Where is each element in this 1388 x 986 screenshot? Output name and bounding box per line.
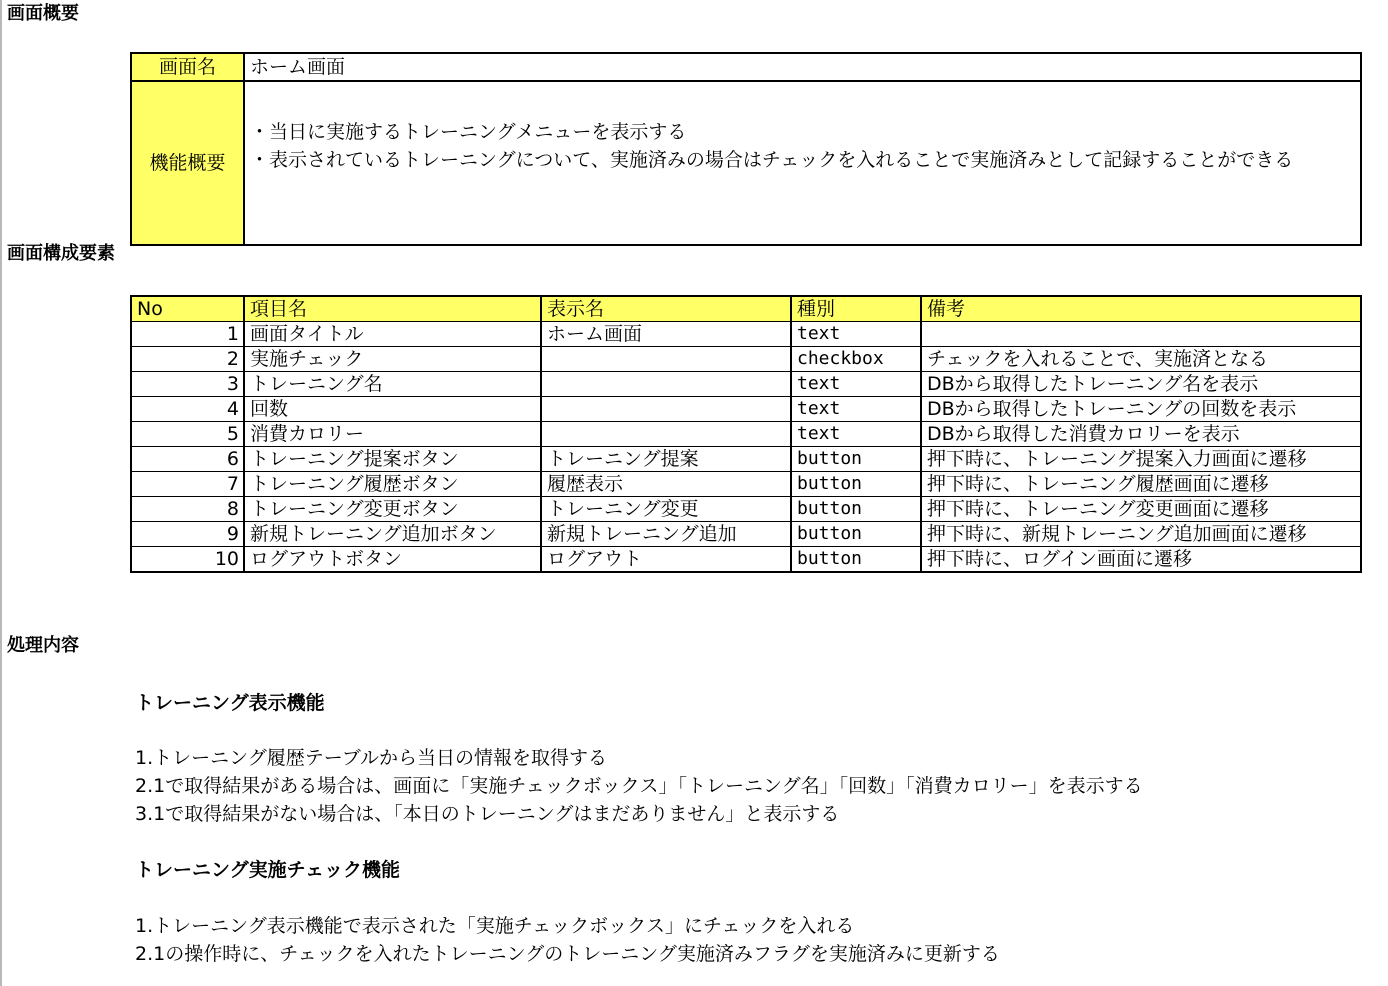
screen-name-value: ホーム画面 — [244, 53, 1361, 81]
type-cell: checkbox — [791, 347, 921, 372]
column-header-display-name: 表示名 — [541, 296, 791, 322]
display-function-title: トレーニング表示機能 — [135, 692, 325, 714]
type-cell: button — [791, 447, 921, 472]
display-name-cell — [541, 347, 791, 372]
item-name-cell: ログアウトボタン — [244, 547, 541, 573]
table-row — [131, 422, 1361, 447]
overview-row-function — [131, 81, 1361, 245]
type-cell: text — [791, 397, 921, 422]
item-name-cell: トレーニング変更ボタン — [244, 497, 541, 522]
type-cell: button — [791, 497, 921, 522]
display-name-cell: 新規トレーニング追加 — [541, 522, 791, 547]
item-name-cell: 回数 — [244, 397, 541, 422]
display-name-cell: トレーニング変更 — [541, 497, 791, 522]
remarks-cell: 押下時に、新規トレーニング追加画面に遷移 — [921, 522, 1361, 547]
item-name-cell: トレーニング履歴ボタン — [244, 472, 541, 497]
remarks-cell — [921, 322, 1361, 347]
display-step-3: 3.1で取得結果がない場合は、「本日のトレーニングはまだありません」と表示する — [135, 803, 840, 825]
display-name-cell: トレーニング提案 — [541, 447, 791, 472]
item-name-cell: トレーニング名 — [244, 372, 541, 397]
no-cell: 5 — [131, 422, 244, 447]
no-cell: 10 — [131, 547, 244, 573]
type-cell: text — [791, 322, 921, 347]
display-step-2: 2.1で取得結果がある場合は、画面に「実施チェックボックス」「トレーニング名」「回数」「消費カロリー」を表示する — [135, 775, 1143, 797]
display-name-cell: 履歴表示 — [541, 472, 791, 497]
type-cell: button — [791, 472, 921, 497]
column-header-item-name: 項目名 — [244, 296, 541, 322]
no-cell: 9 — [131, 522, 244, 547]
overview-table — [130, 52, 1362, 246]
table-row — [131, 522, 1361, 547]
function-summary-value — [244, 81, 1361, 245]
table-row — [131, 472, 1361, 497]
check-step-1: 1.トレーニング表示機能で表示された「実施チェックボックス」にチェックを入れる — [135, 915, 855, 937]
remarks-cell: 押下時に、トレーニング変更画面に遷移 — [921, 497, 1361, 522]
remarks-cell: 押下時に、ログイン画面に遷移 — [921, 547, 1361, 573]
table-row — [131, 397, 1361, 422]
table-row — [131, 347, 1361, 372]
item-name-cell: 消費カロリー — [244, 422, 541, 447]
overview-row-screen-name — [131, 53, 1361, 81]
sheet-left-border — [0, 0, 2, 986]
display-name-cell — [541, 372, 791, 397]
function-summary-line: ・当日に実施するトレーニングメニューを表示する — [250, 121, 687, 143]
table-row — [131, 547, 1361, 573]
remarks-cell: DBから取得したトレーニングの回数を表示 — [921, 397, 1361, 422]
check-step-2: 2.1の操作時に、チェックを入れたトレーニングのトレーニング実施済みフラグを実施済みに更新する — [135, 943, 1000, 965]
display-step-1: 1.トレーニング履歴テーブルから当日の情報を取得する — [135, 747, 608, 769]
function-summary-line: ・表示されているトレーニングについて、実施済みの場合はチェックを入れることで実施済みとして記録することができる — [250, 149, 1294, 171]
column-header-remarks: 備考 — [921, 296, 1361, 322]
type-cell: button — [791, 547, 921, 573]
table-row — [131, 447, 1361, 472]
remarks-cell: 押下時に、トレーニング提案入力画面に遷移 — [921, 447, 1361, 472]
no-cell: 2 — [131, 347, 244, 372]
table-row — [131, 322, 1361, 347]
no-cell: 3 — [131, 372, 244, 397]
table-header-row — [131, 296, 1361, 322]
column-header-no: No — [131, 296, 244, 322]
no-cell: 1 — [131, 322, 244, 347]
remarks-cell: チェックを入れることで、実施済となる — [921, 347, 1361, 372]
display-name-cell — [541, 397, 791, 422]
display-name-cell — [541, 422, 791, 447]
item-name-cell: 実施チェック — [244, 347, 541, 372]
type-cell: text — [791, 372, 921, 397]
remarks-cell: 押下時に、トレーニング履歴画面に遷移 — [921, 472, 1361, 497]
remarks-cell: DBから取得したトレーニング名を表示 — [921, 372, 1361, 397]
item-name-cell: 画面タイトル — [244, 322, 541, 347]
no-cell: 7 — [131, 472, 244, 497]
remarks-cell: DBから取得した消費カロリーを表示 — [921, 422, 1361, 447]
section-heading-elements: 画面構成要素 — [7, 243, 115, 264]
display-name-cell: ホーム画面 — [541, 322, 791, 347]
column-header-type: 種別 — [791, 296, 921, 322]
no-cell: 6 — [131, 447, 244, 472]
screen-elements-table — [130, 295, 1362, 573]
screen-name-label: 画面名 — [131, 53, 244, 81]
no-cell: 4 — [131, 397, 244, 422]
table-row — [131, 372, 1361, 397]
no-cell: 8 — [131, 497, 244, 522]
item-name-cell: 新規トレーニング追加ボタン — [244, 522, 541, 547]
type-cell: button — [791, 522, 921, 547]
section-heading-overview: 画面概要 — [7, 3, 79, 24]
function-summary-label: 機能概要 — [131, 81, 244, 245]
check-function-title: トレーニング実施チェック機能 — [135, 859, 401, 881]
item-name-cell: トレーニング提案ボタン — [244, 447, 541, 472]
section-heading-processing: 処理内容 — [7, 635, 79, 656]
type-cell: text — [791, 422, 921, 447]
display-name-cell: ログアウト — [541, 547, 791, 573]
table-row — [131, 497, 1361, 522]
